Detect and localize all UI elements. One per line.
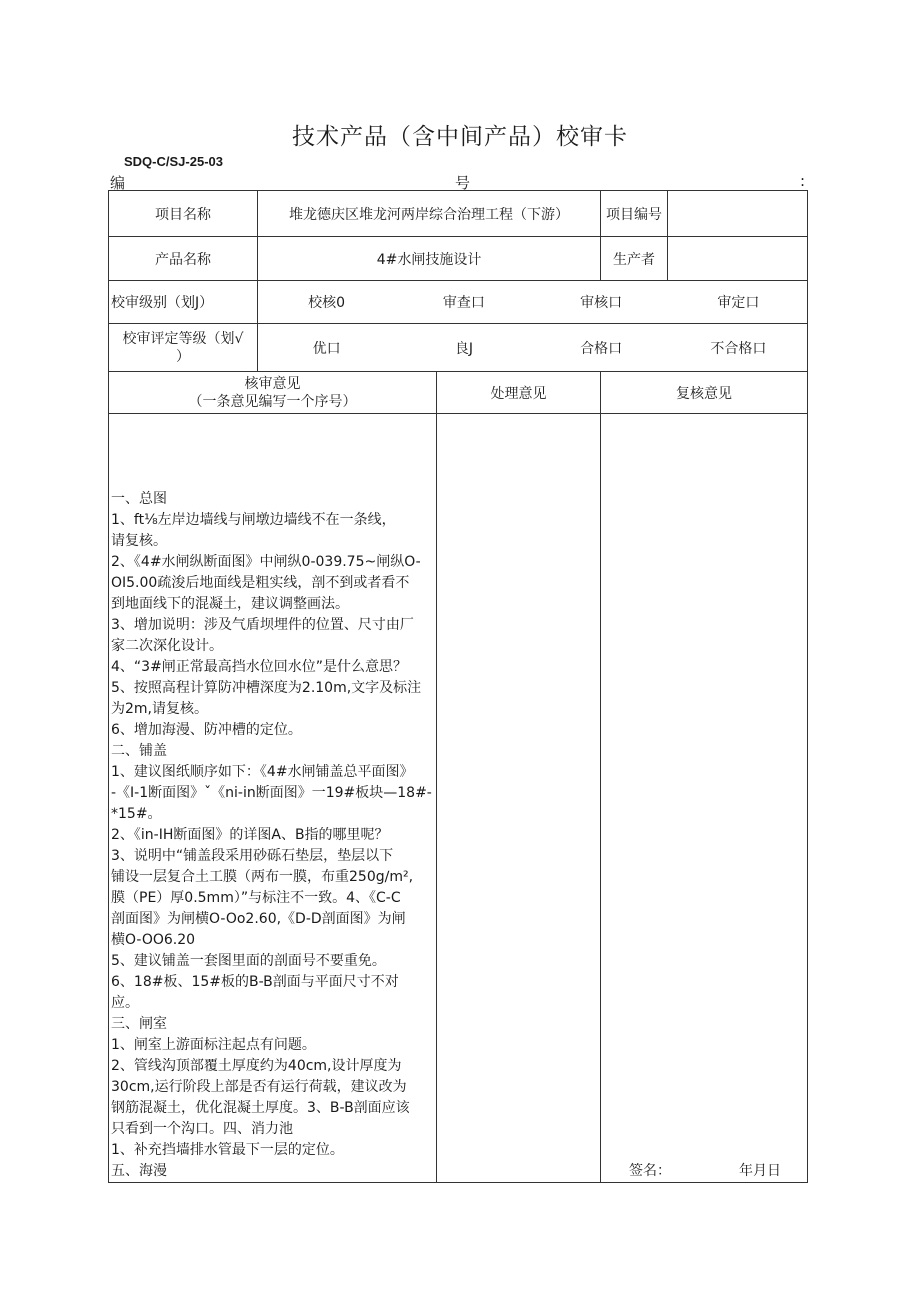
comment-line: 6、增加海漫、防冲槽的定位。 — [111, 722, 302, 738]
handling-opinion-cell[interactable] — [437, 414, 601, 1183]
review-level-options — [258, 281, 808, 324]
review-card-table — [108, 190, 808, 1183]
comment-line: 5、建议铺盖一套图里面的剖面号不要重免。 — [111, 953, 386, 969]
recheck-header: 复核意见 — [601, 372, 808, 414]
comment-line: OI5.00疏浚后地面线是粗实线，剖不到或者看不 — [111, 575, 410, 591]
review-level-audit[interactable]: 审核口 — [580, 295, 623, 311]
opinion-header-line-1: 核审意见 — [244, 375, 301, 392]
comment-line: 5、按照高程计算防冲槽深度为2.10m,文字及标注 — [111, 680, 422, 696]
comment-line: 一、总图 — [111, 491, 167, 507]
grade-excellent[interactable]: 优口 — [312, 340, 341, 357]
comment-line: 三、闸室 — [111, 1016, 167, 1032]
comment-line: 二、铺盖 — [111, 743, 167, 759]
review-level-approve[interactable]: 审定口 — [717, 295, 760, 311]
opinion-header — [109, 372, 437, 414]
comment-line: 铺设一层复合土工膜（两布一膜，布重250g∕m², — [111, 869, 414, 885]
grade-fail[interactable]: 不合格口 — [710, 340, 767, 357]
signature-date: 年月日 — [739, 1163, 782, 1179]
comment-line: 4、“3#闸正常最高挡水位回水位”是什么意思？ — [111, 659, 408, 675]
comment-line: 膜（PE）厚0.5mm）”与标注不一致。4、《C-C — [111, 890, 401, 906]
comment-line: 3、说明中“铺盖段采用砂砾石垫层，垫层以下 — [111, 848, 394, 864]
comment-line: 钢筋混凝土，优化混凝土厚度。3、B-B剖面应该 — [111, 1100, 410, 1116]
review-level-check[interactable]: 校核0 — [308, 295, 346, 311]
comment-line: 横O-OO6.20 — [111, 932, 196, 948]
comment-line: 1、闸室上游面标注起点有问题。 — [111, 1037, 316, 1053]
comment-line: 6、18#板、15#板的B-B剖面与平面尺寸不对 — [111, 974, 399, 990]
comment-line: 2、管线沟顶部覆土厚度约为40cm,设计厚度为 — [111, 1058, 402, 1074]
number-label-colon: : — [800, 172, 806, 190]
comment-line: 到地面线下的混凝土，建议调整画法。 — [111, 596, 349, 612]
handling-header: 处理意见 — [437, 372, 601, 414]
comment-line: 2、《4#水闸纵断面图》中闸纵0-039.75~闸纵O- — [111, 554, 421, 570]
project-number-value[interactable] — [668, 191, 808, 237]
review-comments-cell[interactable] — [109, 414, 437, 1183]
product-name-value: 4#水闸技施设计 — [258, 237, 601, 281]
review-comments-list — [111, 489, 432, 1182]
comment-line: 1、补充挡墙排水管最下一层的定位。 — [111, 1142, 344, 1158]
comment-line: 应。 — [111, 995, 139, 1011]
recheck-opinion-cell[interactable] — [601, 414, 808, 1183]
comment-line: 1、建议图纸顺序如下：《4#水闸铺盖总平面图》 — [111, 764, 414, 780]
comment-line: 只看到一个沟口。四、消力池 — [111, 1121, 293, 1137]
comment-line: 2、《in-IH断面图》的详图A、B指的哪里呢？ — [111, 827, 389, 843]
review-level-examine[interactable]: 审查口 — [442, 295, 485, 311]
grade-good[interactable]: 良J — [454, 340, 473, 357]
project-name-label: 项目名称 — [109, 191, 258, 237]
review-level-label: 校审级别（划J） — [109, 281, 258, 324]
comment-line: 五、海漫 — [111, 1163, 167, 1179]
grade-pass[interactable]: 合格口 — [580, 340, 623, 357]
producer-label: 生产者 — [601, 237, 668, 281]
project-number-label: 项目编号 — [601, 191, 668, 237]
producer-value[interactable] — [668, 237, 808, 281]
comment-line: 家二次深化设计。 — [111, 638, 223, 654]
comment-line: 30cm,运行阶段上部是否有运行荷载，建议改为 — [111, 1079, 407, 1095]
comment-line: *15#。 — [111, 806, 162, 822]
comment-line: 为2m,请复核。 — [111, 701, 208, 717]
grade-options — [258, 324, 808, 372]
grade-label-line-2: ） — [176, 348, 190, 365]
product-name-label: 产品名称 — [109, 237, 258, 281]
document-code: SDQ-C/SJ-25-03 — [124, 154, 223, 169]
signature-label: 签名： — [629, 1163, 672, 1179]
opinion-header-line-2: （一条意见编写一个序号） — [188, 393, 357, 410]
number-label-part-2: 号 — [455, 174, 471, 192]
comment-line: 剖面图》为闸横O-Oo2.60,《D-D剖面图》为闸 — [111, 911, 406, 927]
page-title: 技术产品（含中间产品）校审卡 — [292, 124, 628, 150]
comment-line: 1、ft⅛左岸边墙线与闸墩边墙线不在一条线， — [111, 512, 396, 528]
comment-line: -《I-1断面图》ˇ《ni-in断面图》一19#板块—18#- — [111, 785, 432, 801]
grade-label-line-1: 校审评定等级（划√ — [122, 330, 244, 347]
project-name-value: 堆龙德庆区堆龙河两岸综合治理工程（下游） — [258, 191, 601, 237]
number-label-part-1: 编 — [110, 174, 126, 192]
grade-label — [109, 324, 258, 372]
comment-line: 3、增加说明：涉及气盾坝埋件的位置、尺寸由厂 — [111, 617, 414, 633]
comment-line: 请复核。 — [111, 533, 167, 549]
